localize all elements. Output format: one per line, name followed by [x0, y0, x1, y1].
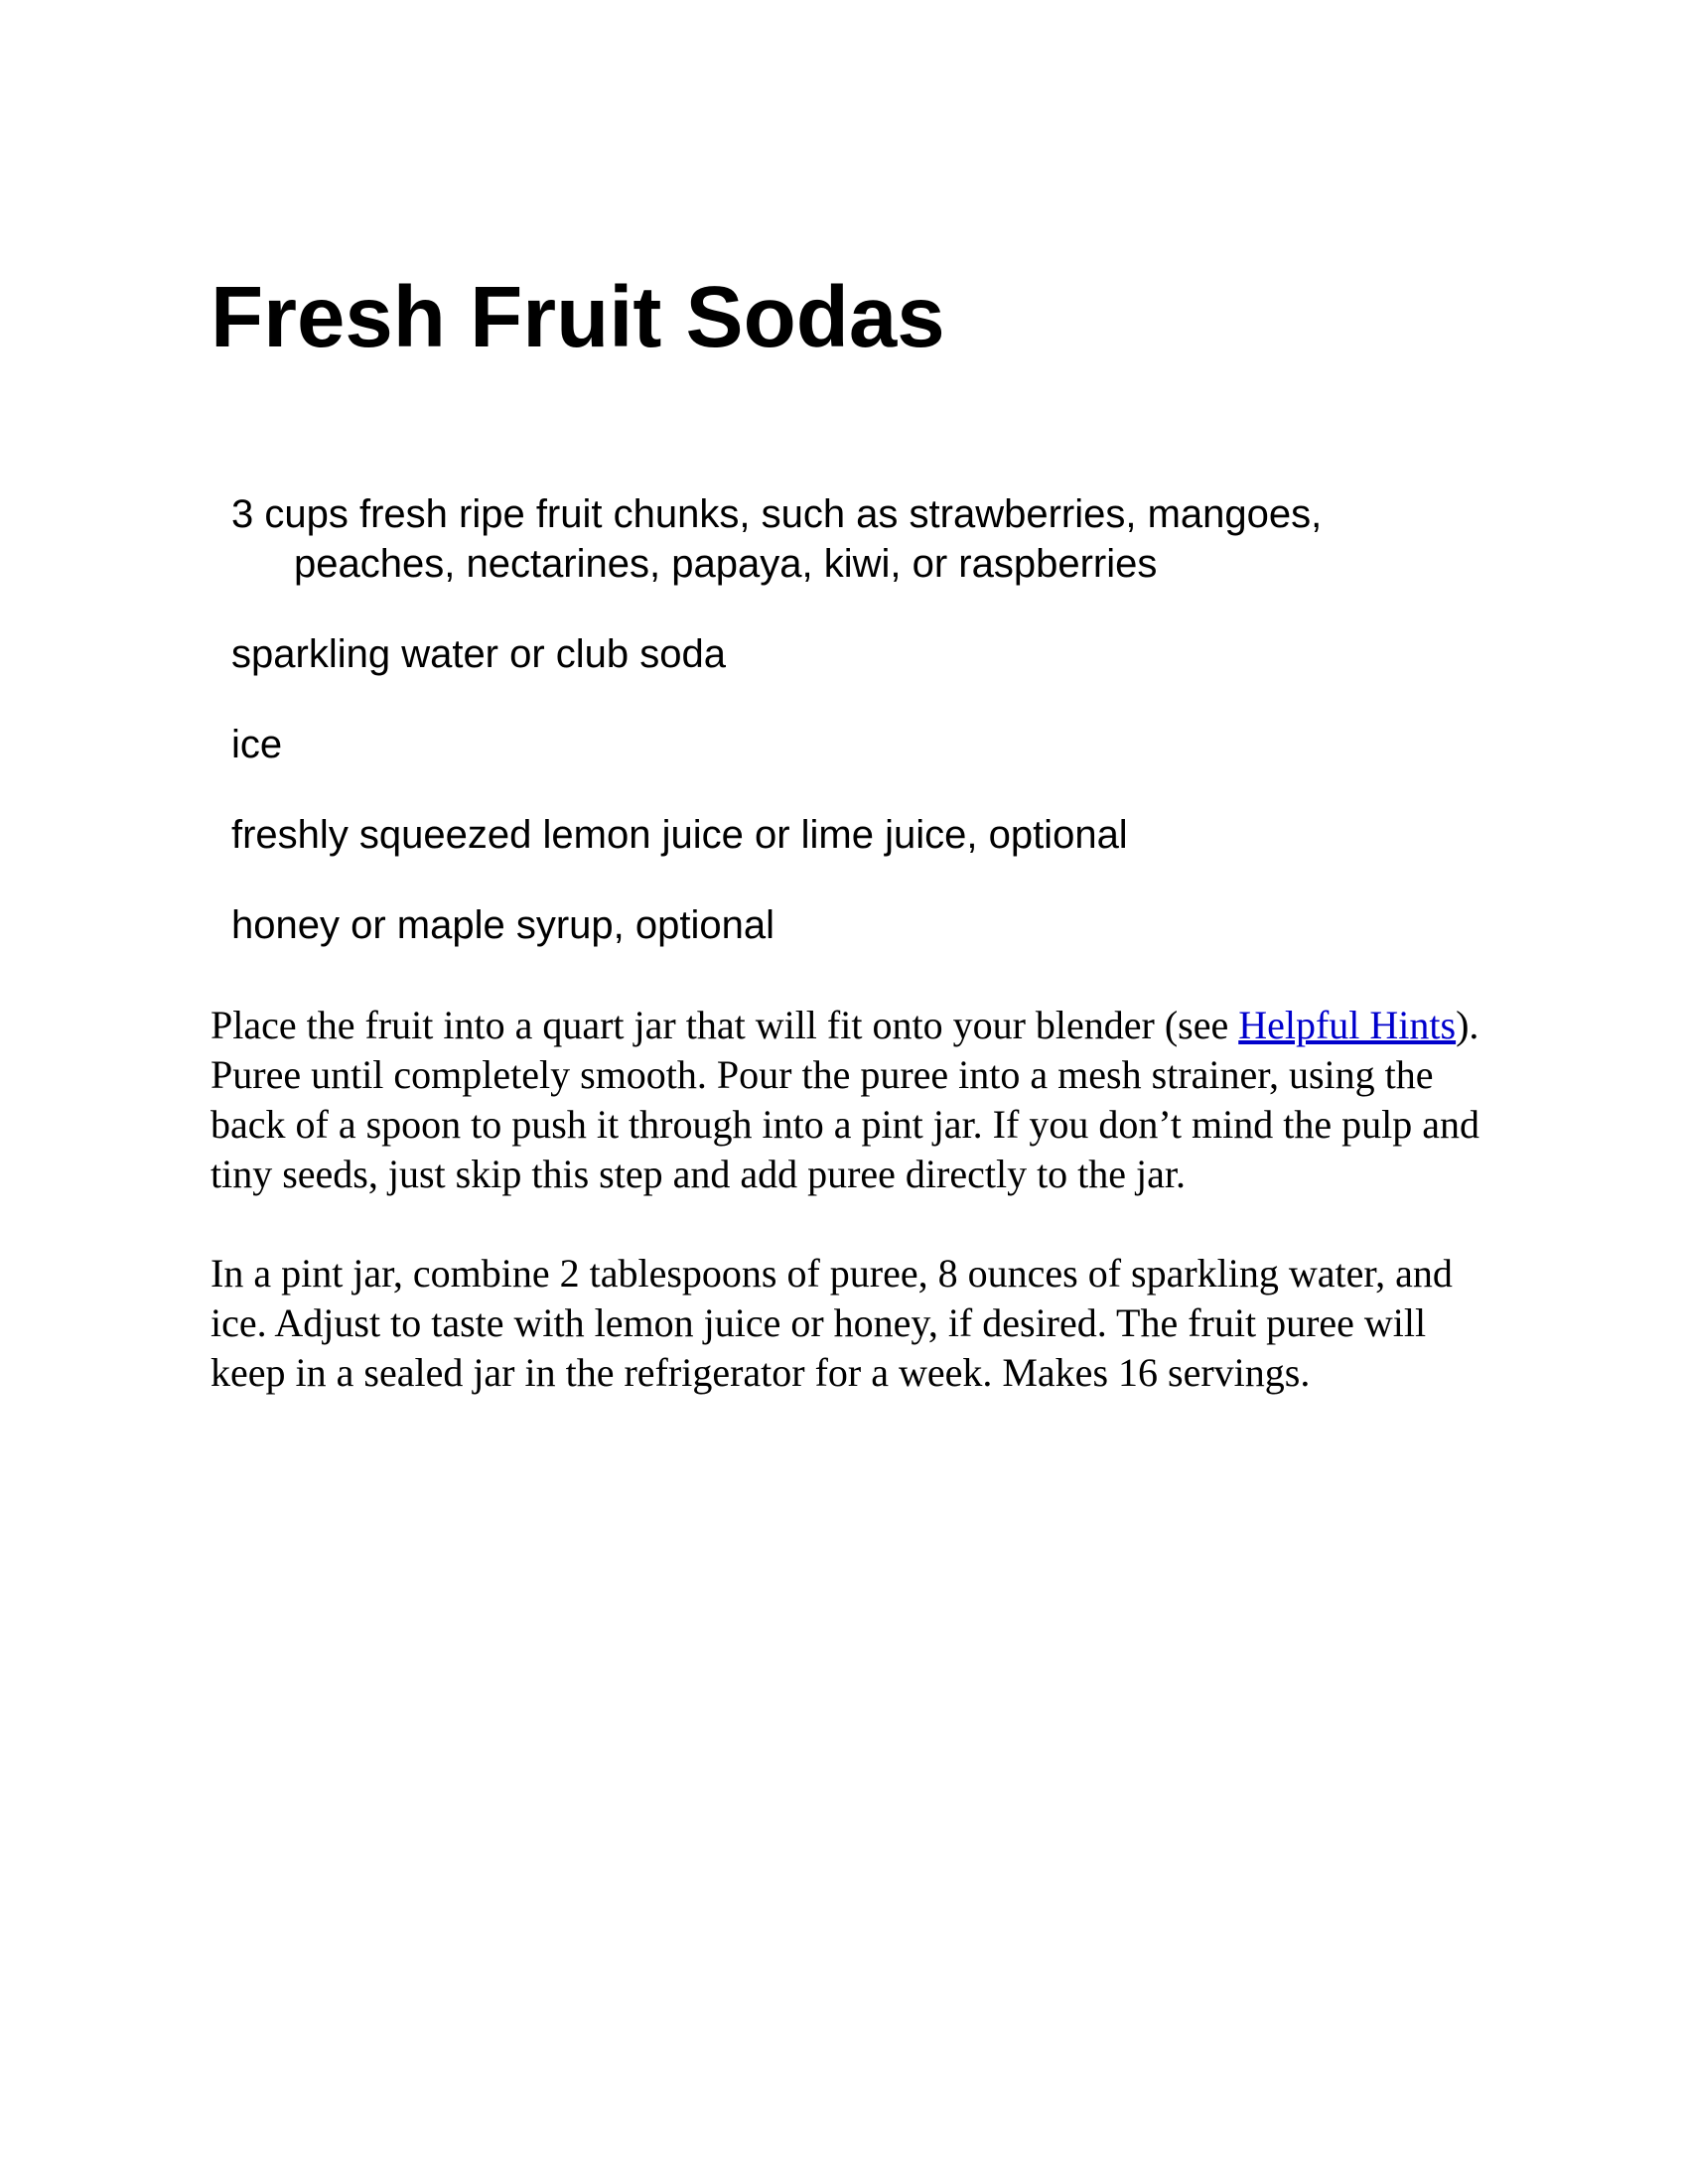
ingredient-item: freshly squeezed lemon juice or lime juice, optional	[231, 813, 1128, 857]
page-title: Fresh Fruit Sodas	[211, 269, 945, 365]
ingredient-item: 3 cups fresh ripe fruit chunks, such as strawberries, mangoes, peaches, nectarines, papaya, kiwi, or raspberries	[231, 492, 1323, 586]
ingredient-item: ice	[231, 723, 283, 766]
helpful-hints-link[interactable]: Helpful Hints	[1238, 1003, 1457, 1047]
instruction-text: ). Puree until completely smooth. Pour the puree into a mesh strainer, using the back of a spoon to push it through into a pint jar. If you don’t mind the pulp and tiny seeds, just skip this step and add puree directly to the jar.	[211, 1003, 1479, 1196]
ingredient-list	[231, 489, 1473, 991]
ingredient-item: sparkling water or club soda	[231, 632, 727, 676]
instruction-text: Place the fruit into a quart jar that will fit onto your blender (see	[211, 1003, 1239, 1047]
instruction-paragraph-2: In a pint jar, combine 2 tablespoons of puree, 8 ounces of sparkling water, and ice. Adjust to taste with lemon juice or honey, if desired. The fruit puree will keep in a sealed jar in the refrigerator for a week. Makes 16 servings.	[211, 1251, 1453, 1395]
instructions	[211, 1001, 1501, 1447]
instruction-paragraph-1	[211, 1001, 1501, 1199]
ingredient-item: honey or maple syrup, optional	[231, 903, 774, 947]
